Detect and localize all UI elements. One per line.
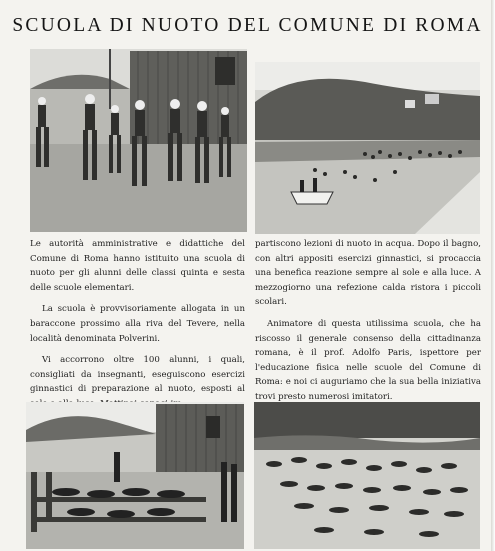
article-column-left — [30, 237, 245, 419]
paragraph: La scuola è provvisoriamente allogata in un baraccone prossimo alla riva del Tevere, nella località denominata Polverini. — [30, 304, 245, 344]
page-edge — [491, 0, 495, 551]
photo-ground-exercises — [254, 402, 480, 549]
page-title: SCUOLA DI NUOTO DEL COMUNE DI ROMA — [12, 15, 483, 37]
article-column-right — [255, 237, 481, 412]
paragraph: Vi accorrono oltre 100 alunni, i quali, consigliati da insegnanti, eseguiscono esercizi ginnastici di preparazione al nuoto, esposti al — [30, 355, 245, 395]
photo-river-swimmers — [255, 62, 480, 234]
paragraph: partiscono lezioni di nuoto in acqua. Dopo il bagno, con altri appositi esercizi ginnastici, si procaccia una benefica reazione sempre al sole e alla luce. A mezzogiorno una refezione calda ristora i piccoli scolari. — [255, 239, 481, 308]
photo-boys-exercising — [30, 49, 247, 232]
paragraph: Le autorità amministrative e didattiche del Comune di Roma hanno istituito una scuola di nuoto per gli alunni delle classi quinta e sesta delle scuole elementari. — [30, 239, 245, 293]
paragraph: Animatore di questa utilissima scuola, che ha riscosso il generale consenso della cittadinanza romana, è il prof. Adolfo Paris, ispettore per l'educazione fisica nelle scuole del Comune di Roma: e noi ci auguriamo che la sua bella iniziativa trovi presto numerosi imitatori. — [255, 318, 481, 402]
photo-bench-exercises — [26, 402, 244, 549]
